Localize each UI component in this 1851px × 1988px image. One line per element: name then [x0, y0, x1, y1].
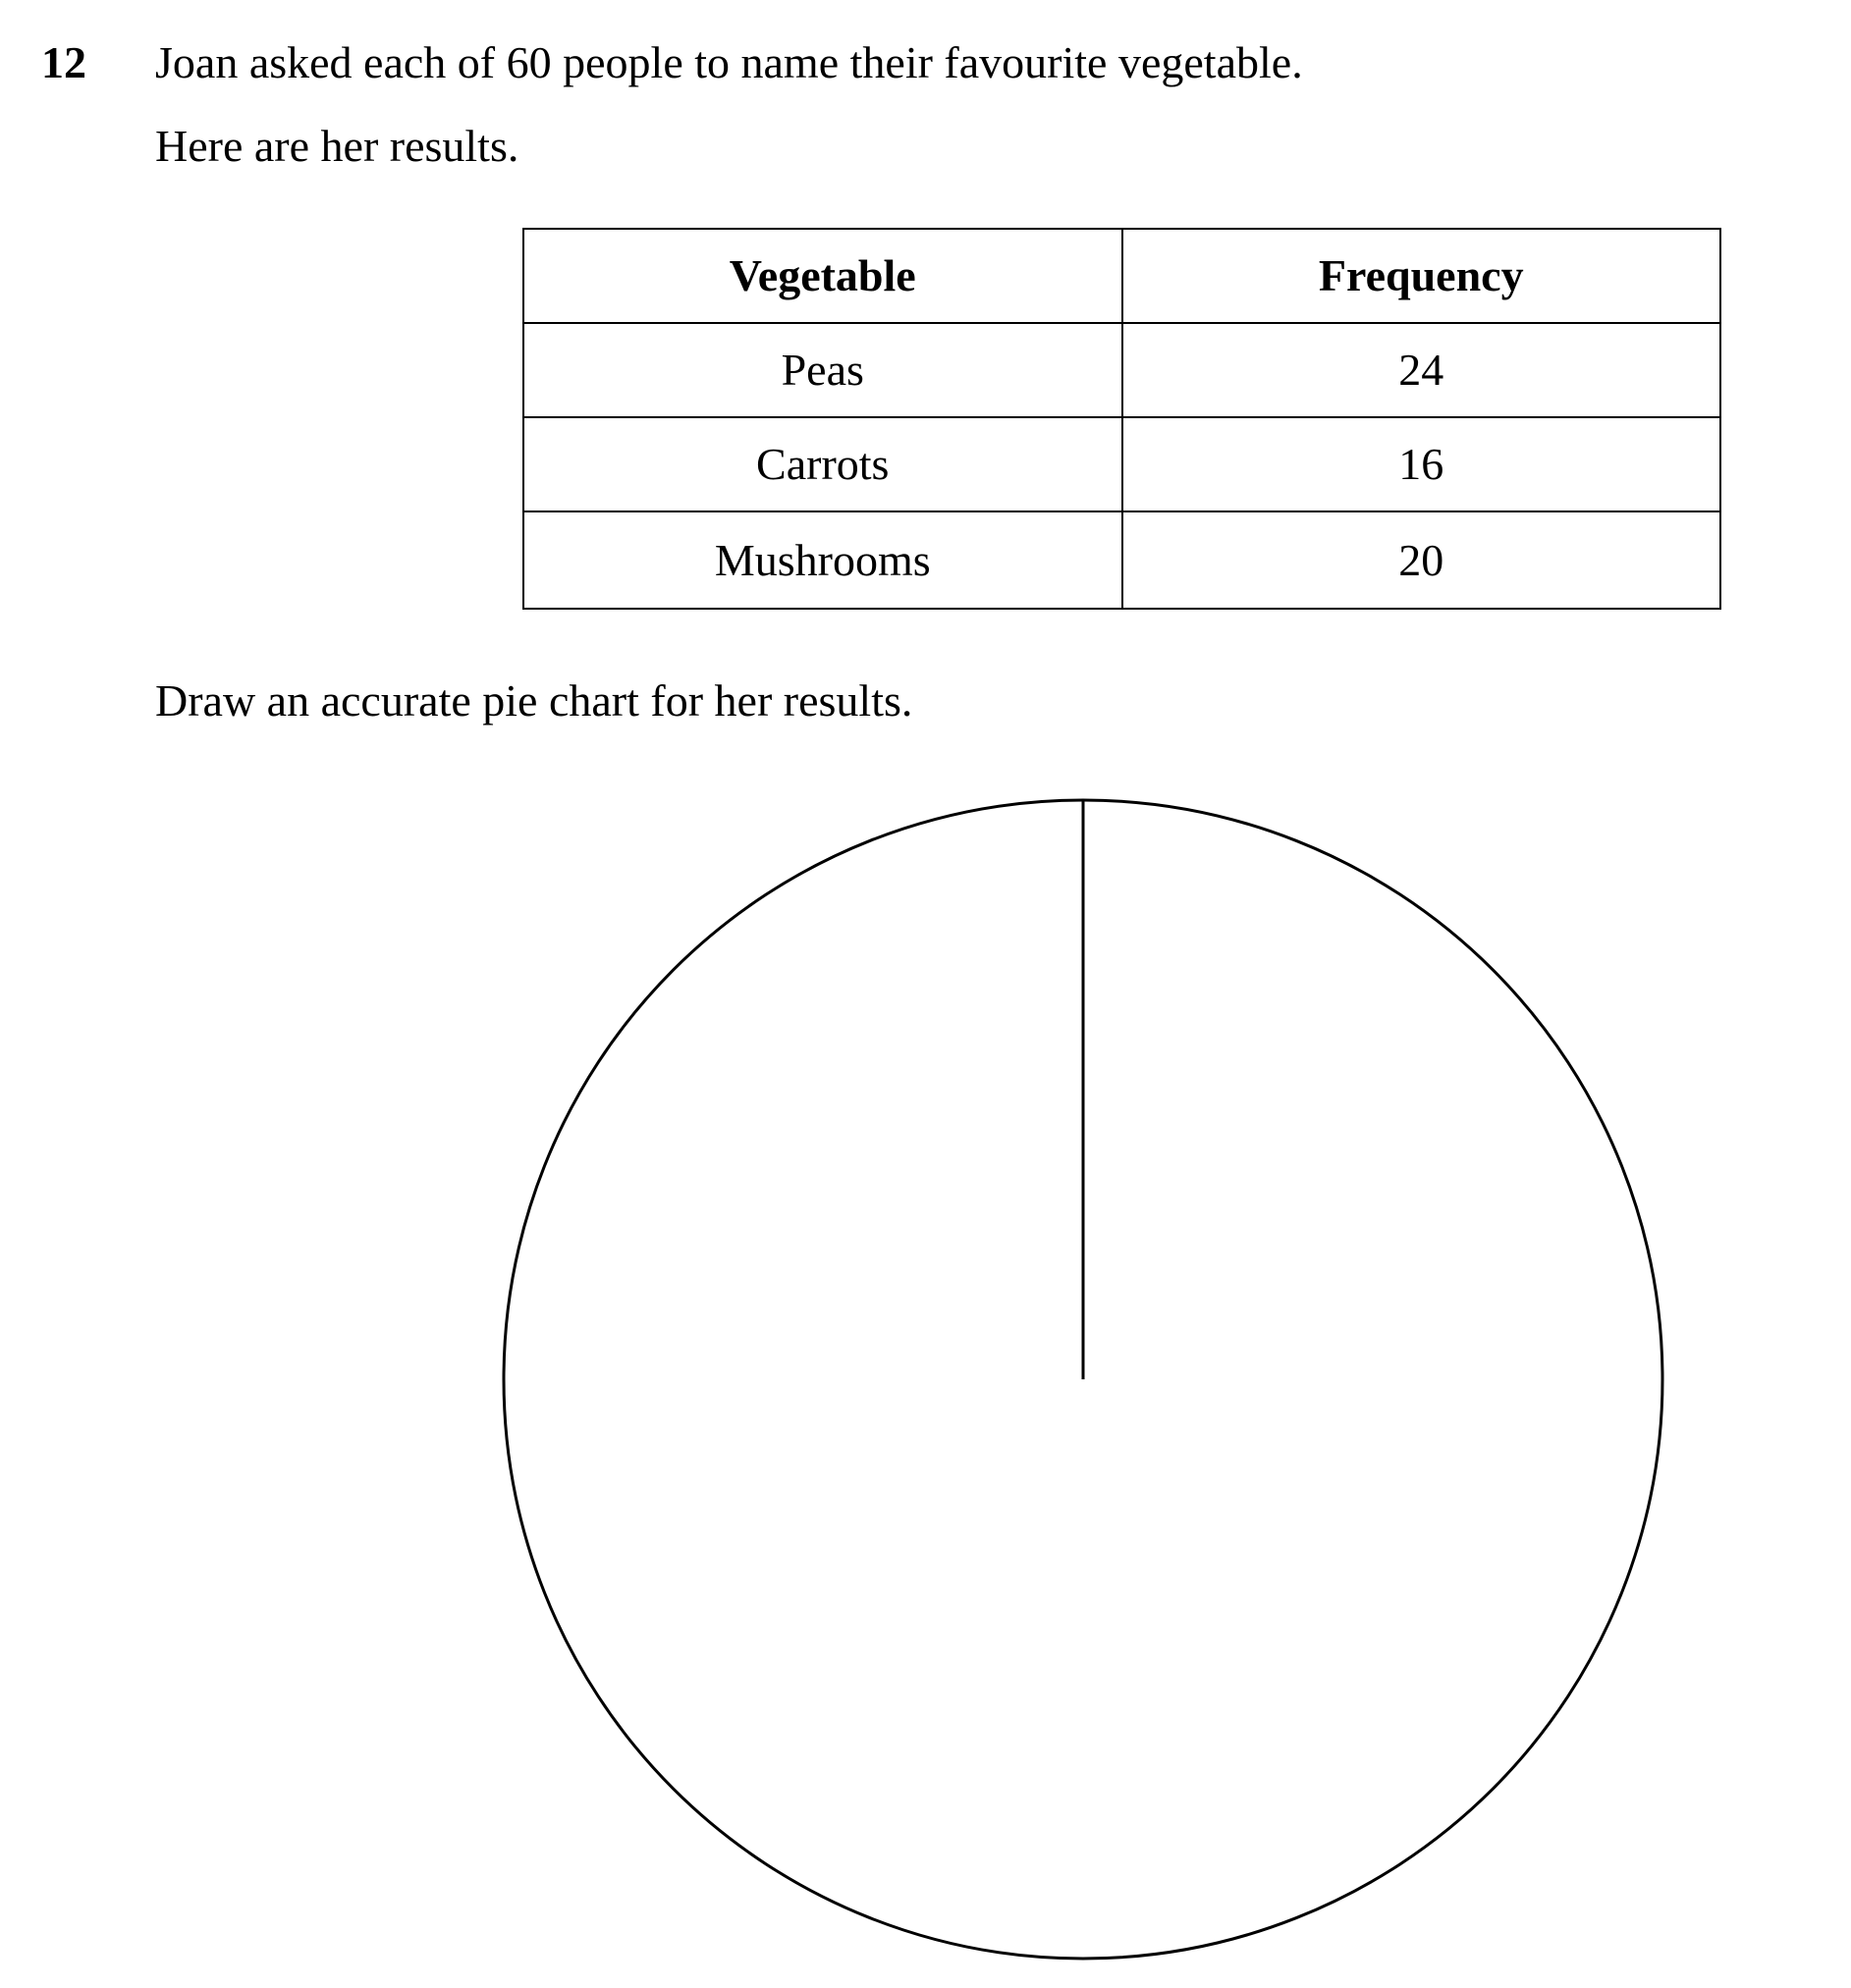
- vegetable-cell: Peas: [523, 323, 1122, 417]
- header-frequency: Frequency: [1122, 229, 1721, 323]
- vegetable-cell: Carrots: [523, 417, 1122, 511]
- question-intro: Joan asked each of 60 people to name their favourite vegetable.: [155, 37, 1303, 87]
- frequency-cell: 24: [1122, 323, 1721, 417]
- question-lead: Here are her results.: [155, 121, 519, 171]
- frequency-cell: 20: [1122, 511, 1721, 609]
- question-number: 12: [41, 37, 86, 87]
- question-instruction: Draw an accurate pie chart for her results.: [155, 675, 913, 725]
- vegetable-cell: Mushrooms: [523, 511, 1122, 609]
- header-vegetable: Vegetable: [523, 229, 1122, 323]
- frequency-cell: 16: [1122, 417, 1721, 511]
